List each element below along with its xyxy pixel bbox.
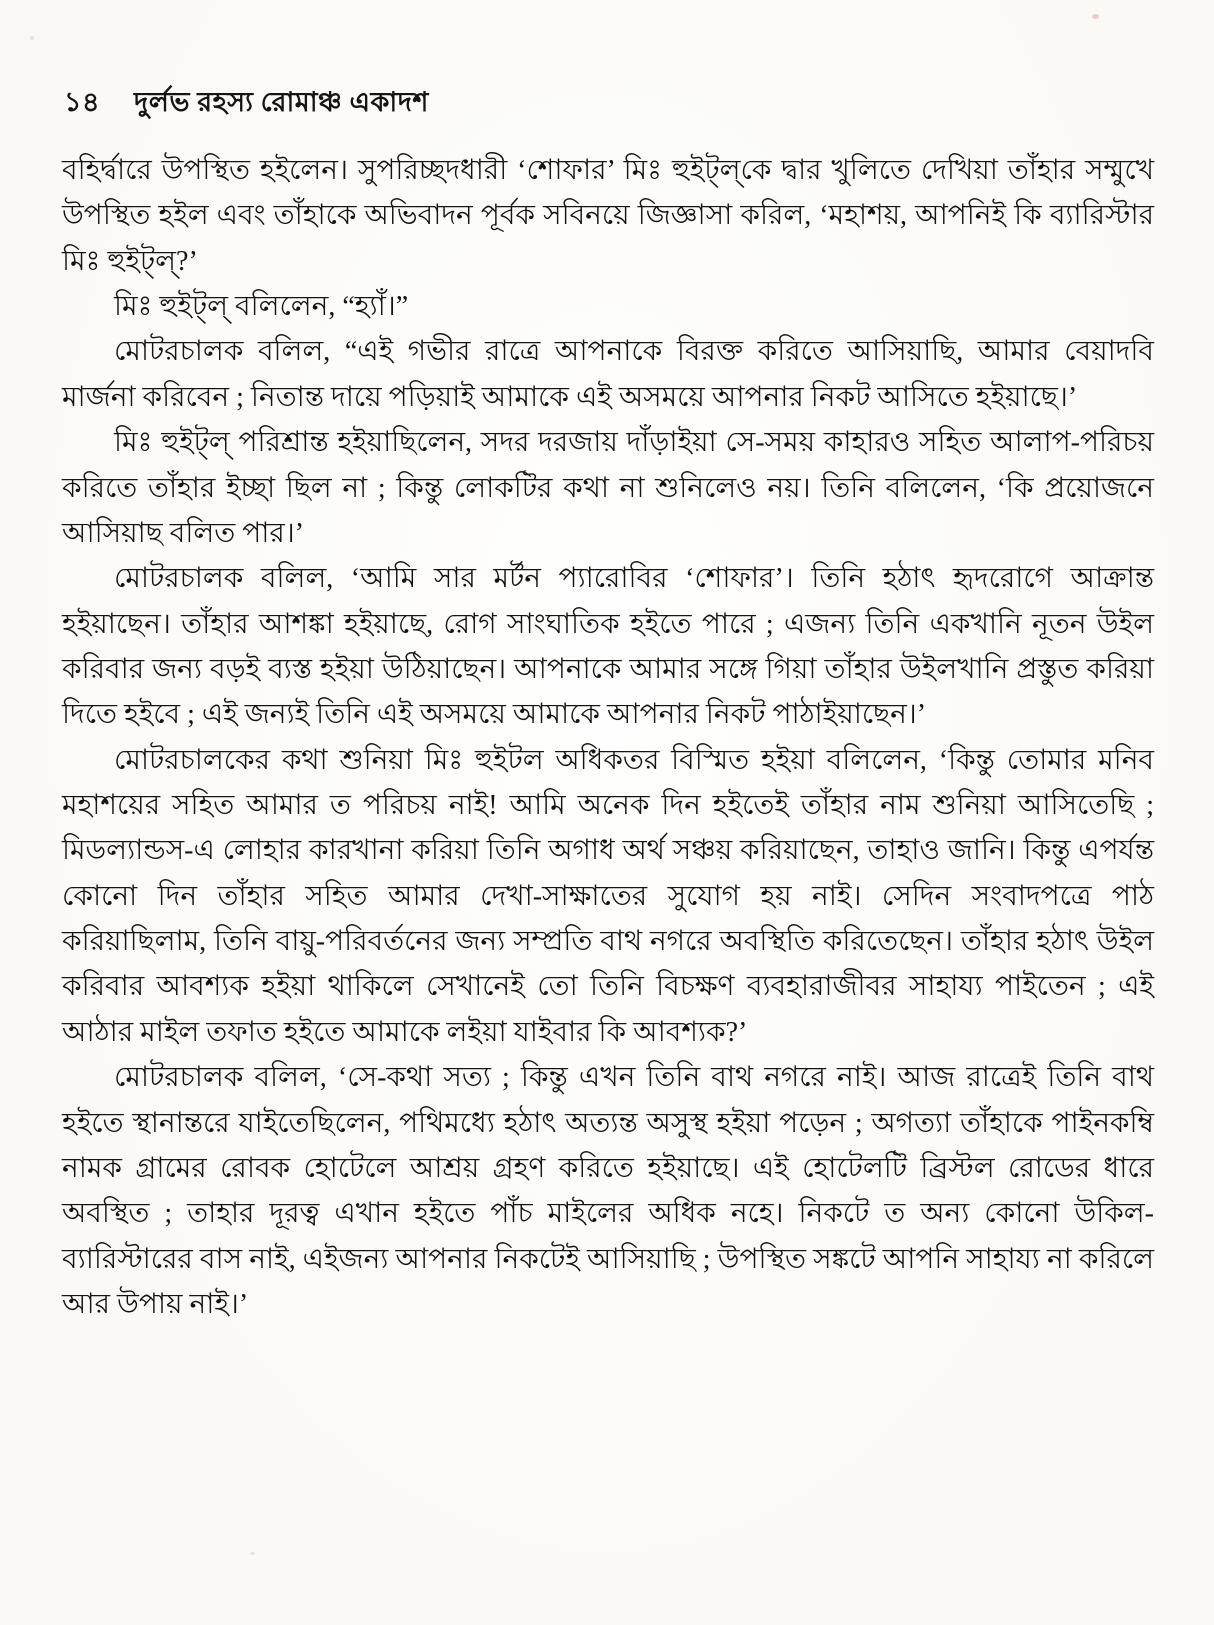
scan-speck: [30, 36, 34, 40]
page-number: ১৪: [64, 87, 101, 117]
paragraph: মোটরচালক বলিল, ‘আমি সার মর্টন প্যারোবির ‘শোফার’। তিনি হঠাৎ হৃদরোগে আক্রান্ত হইয়াছেন। তাঁহার আশঙ্কা হইয়াছে, রোগ সাংঘাতিক হইতে পারে ; এজন্য তিনি একখানি নূতন উইল করিবার জন্য বড়ই ব্যস্ত হইয়া উঠিয়াছেন। আপনাকে আমার সঙ্গে গিয়া তাঁহার উইলখানি প্রস্তুত করিয়া দিতে হইবে ; এই জন্যই তিনি এই অসময়ে আমাকে আপনার নিকট পাঠাইয়াছেন।’: [62, 563, 1154, 731]
paragraph: মোটরচালক বলিল, “এই গভীর রাত্রে আপনাকে বিরক্ত করিতে আসিয়াছি, আমার বেয়াদবি মার্জনা করিবেন ; নিতান্ত দায়ে পড়িয়াই আমাকে এই অসময়ে আপনার নিকট আসিতে হইয়াছে।’: [62, 336, 1154, 413]
scan-speck: [250, 1552, 255, 1555]
paragraph: মিঃ হুইট্‌ল্‌ পরিশ্রান্ত হইয়াছিলেন, সদর দরজায় দাঁড়াইয়া সে-সময় কাহারও সহিত আলাপ-পরিচয় করিতে তাঁহার ইচ্ছা ছিল না ; কিন্তু লোকটির কথা না শুনিলেও নয়। তিনি বলিলেন, ‘কি প্রয়োজনে আসিয়াছ বলিত পার।’: [62, 427, 1154, 549]
scan-speck: [1092, 14, 1099, 19]
page-body-text: [62, 148, 1154, 1327]
paragraph: মোটরচালকের কথা শুনিয়া মিঃ হুইটল অধিকতর বিস্মিত হইয়া বলিলেন, ‘কিন্তু তোমার মনিব মহাশয়ের সহিত আমার ত পরিচয় নাই! আমি অনেক দিন হইতেই তাঁহার নাম শুনিয়া আসিতেছি ; মিডল্যান্ডস-এ লোহার কারখানা করিয়া তিনি অগাধ অর্থ সঞ্চয় করিয়াছেন, তাহাও জানি। কিন্তু এপর্যন্ত কোনো দিন তাঁহার সহিত আমার দেখা-সাক্ষাতের সুযোগ হয় নাই। সেদিন সংবাদপত্রে পাঠ করিয়াছিলাম, তিনি বায়ু-পরিবর্তনের জন্য সম্প্রতি বাথ নগরে অবস্থিতি করিতেছেন। তাঁহার হঠাৎ উইল করিবার আবশ্যক হইয়া থাকিলে সেখানেই তো তিনি বিচক্ষণ ব্যবহারাজীবর সাহায্য পাইতেন ; এই আঠার মাইল তফাত হইতে আমাকে লইয়া যাইবার কি আবশ্যক?’: [62, 744, 1154, 1048]
running-title: দুর্লভ রহস্য রোমাঞ্চ একাদশ: [134, 87, 429, 117]
running-head: [64, 82, 1150, 127]
paragraph: মিঃ হুইট্‌ল্‌ বলিলেন, “হ্যাঁ।”: [114, 291, 409, 323]
paragraph: বহির্দ্বারে উপস্থিত হইলেন। সুপরিচ্ছদধারী ‘শোফার’ মিঃ হুইট্‌ল্‌কে দ্বার খুলিতে দেখিয়া তাঁহার সম্মুখে উপস্থিত হইল এবং তাঁহাকে অভিবাদন পূর্বক সবিনয়ে জিজ্ঞাসা করিল, ‘মহাশয়, আপনিই কি ব্যারিস্টার মিঃ হুইট্‌ল্‌?’: [62, 155, 1154, 277]
paragraph: মোটরচালক বলিল, ‘সে-কথা সত্য ; কিন্তু এখন তিনি বাথ নগরে নাই। আজ রাত্রেই তিনি বাথ হইতে স্থানান্তরে যাইতেছিলেন, পথিমধ্যে হঠাৎ অত্যন্ত অসুস্থ হইয়া পড়েন ; অগত্যা তাঁহাকে পাইনকম্বি নামক গ্রামের রোবক হোটেলে আশ্রয় গ্রহণ করিতে হইয়াছে। এই হোটেলটি ব্রিস্টল রোডের ধারে অবস্থিত ; তাহার দূরত্ব এখান হইতে পাঁচ মাইলের অধিক নহে। নিকটে ত অন্য কোনো উকিল-ব্যারিস্টারের বাস নাই, এইজন্য আপনার নিকটেই আসিয়াছি ; উপস্থিত সঙ্কটে আপনি সাহায্য না করিলে আর উপায় নাই।’: [62, 1062, 1154, 1320]
